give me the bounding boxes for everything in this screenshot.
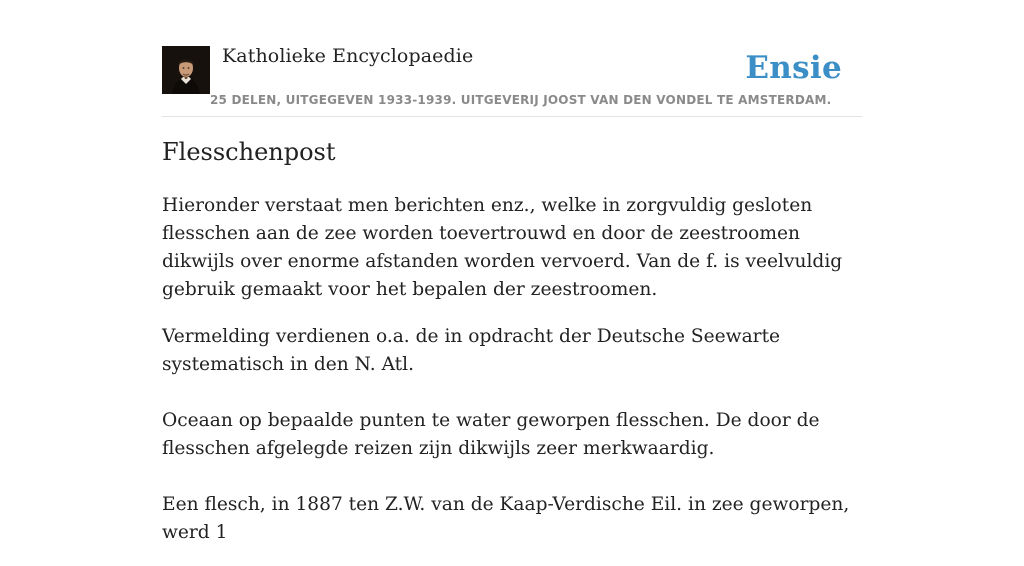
source-meta: 25 DELEN, UITGEGEVEN 1933-1939. UITGEVERIJ JOOST VAN DEN VONDEL TE AMSTERDAM. — [210, 93, 832, 107]
paragraph: Een flesch, in 1887 ten Z.W. van de Kaap-Verdische Eil. in zee geworpen, werd 1 — [162, 494, 850, 543]
article-title: Flesschenpost — [162, 138, 336, 166]
ensie-logo-link[interactable]: Ensie — [745, 50, 842, 86]
source-title[interactable]: Katholieke Encyclopaedie — [222, 45, 474, 67]
paragraph: Oceaan op bepaalde punten te water geworpen flesschen. De door de flesschen afgelegde reizen zijn dikwijls zeer merkwaardig. — [162, 410, 820, 459]
article-body — [162, 192, 866, 566]
portrait-avatar-icon[interactable] — [162, 46, 210, 94]
source-header — [162, 40, 862, 117]
paragraph: Vermelding verdienen o.a. de in opdracht der Deutsche Seewarte systematisch in den N. Atl. — [162, 326, 781, 375]
paragraph: Hieronder verstaat men berichten enz., welke in zorgvuldig gesloten flesschen aan de zee worden toevertrouwd en door de zeestroomen dikwijls over enorme afstanden worden vervoerd. Van de f. is veelvuldig gebruik gemaakt voor het bepalen der zeestroomen. — [162, 195, 843, 300]
